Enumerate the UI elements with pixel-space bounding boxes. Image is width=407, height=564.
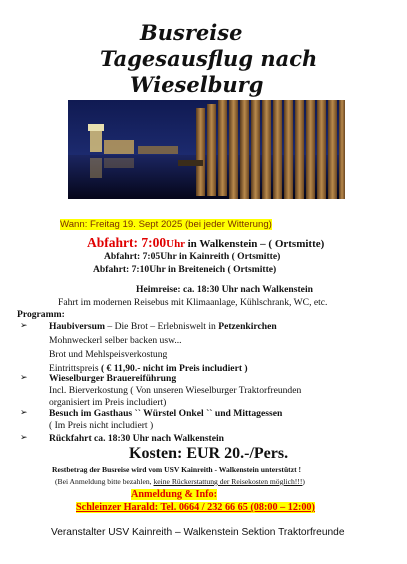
item-line: ( Im Preis nicht includiert ) <box>49 420 154 431</box>
departure-breiteneich: Abfahrt: 7:10Uhr in Breiteneich ( Ortsmitte) <box>93 264 277 275</box>
coach-line: Fahrt im modernen Reisebus mit Klimaanlage, Kühlschrank, WC, etc. <box>58 297 328 308</box>
item-title: Wieselburger Brauereiführung <box>49 373 177 384</box>
departure-uhr: Uhr <box>166 238 185 250</box>
departure-place: in Walkenstein – ( Ortsmitte) <box>184 238 325 250</box>
arrow-bullet-icon: ➢ <box>20 433 28 443</box>
program-label: Programm: <box>17 309 65 320</box>
subsidy-note: Restbetrag der Busreise wird vom USV Kainreith - Walkenstein unterstützt ! <box>52 465 302 474</box>
note-underlined: keine Rückerstattung der Reisekosten möglich!!! <box>153 477 303 486</box>
item-text: Eintrittspreis <box>49 363 101 374</box>
arrow-bullet-icon: ➢ <box>20 321 28 331</box>
title-line-2: Tagesausflug nach <box>100 46 318 71</box>
item-title: Haubiversum <box>49 321 105 332</box>
item-line <box>49 321 277 332</box>
contact-line: Schleinzer Harald: Tel. 0664 / 232 66 65 (08:00 – 12:00) <box>76 502 315 513</box>
item-line: organisiert im Preis includiert) <box>49 397 167 408</box>
title-line-1: Busreise <box>140 20 243 45</box>
arrow-bullet-icon: ➢ <box>20 408 28 418</box>
departure-kainreith: Abfahrt: 7:05Uhr in Kainreith ( Ortsmitte) <box>104 251 281 262</box>
date-line: Wann: Freitag 19. Sept 2025 (bei jeder Witterung) <box>60 219 272 230</box>
note-close: ) <box>302 477 305 486</box>
payment-note <box>55 477 305 486</box>
price-line: Kosten: EUR 20.-/Pers. <box>129 445 289 462</box>
item-title: Besuch im Gasthaus `` Würstel Onkel `` und Mittagessen <box>49 408 283 419</box>
item-place: Petzenkirchen <box>218 321 277 332</box>
item-text: – Die Brot – Erlebniswelt in <box>104 321 219 332</box>
item-price: ( € 11,90.- nicht im Preis includiert ) <box>100 363 248 374</box>
title-line-3: Wieselburg <box>130 72 264 97</box>
note-text: (Bei Anmeldung bitte bezahlen, <box>55 477 154 486</box>
registration-heading: Anmeldung & Info: <box>131 489 218 500</box>
arrow-bullet-icon: ➢ <box>20 373 28 383</box>
departure-time: Abfahrt: 7:00 <box>87 235 167 250</box>
item-line: Mohnweckerl selber backen usw... <box>49 335 182 346</box>
item-line: Incl. Bierverkostung ( Von unseren Wieselburger Traktorfreunden <box>49 385 302 396</box>
organizer-line: Veranstalter USV Kainreith – Walkenstein Sektion Traktorfreunde <box>51 527 345 538</box>
item-line: Brot und Mehlspeisverkostung <box>49 349 168 360</box>
item-title: Rückfahrt ca. 18:30 Uhr nach Walkenstein <box>49 433 225 444</box>
return-line: Heimreise: ca. 18:30 Uhr nach Walkenstein <box>136 284 313 295</box>
night-lake-photo <box>68 100 345 199</box>
departure-walkenstein <box>87 235 324 251</box>
